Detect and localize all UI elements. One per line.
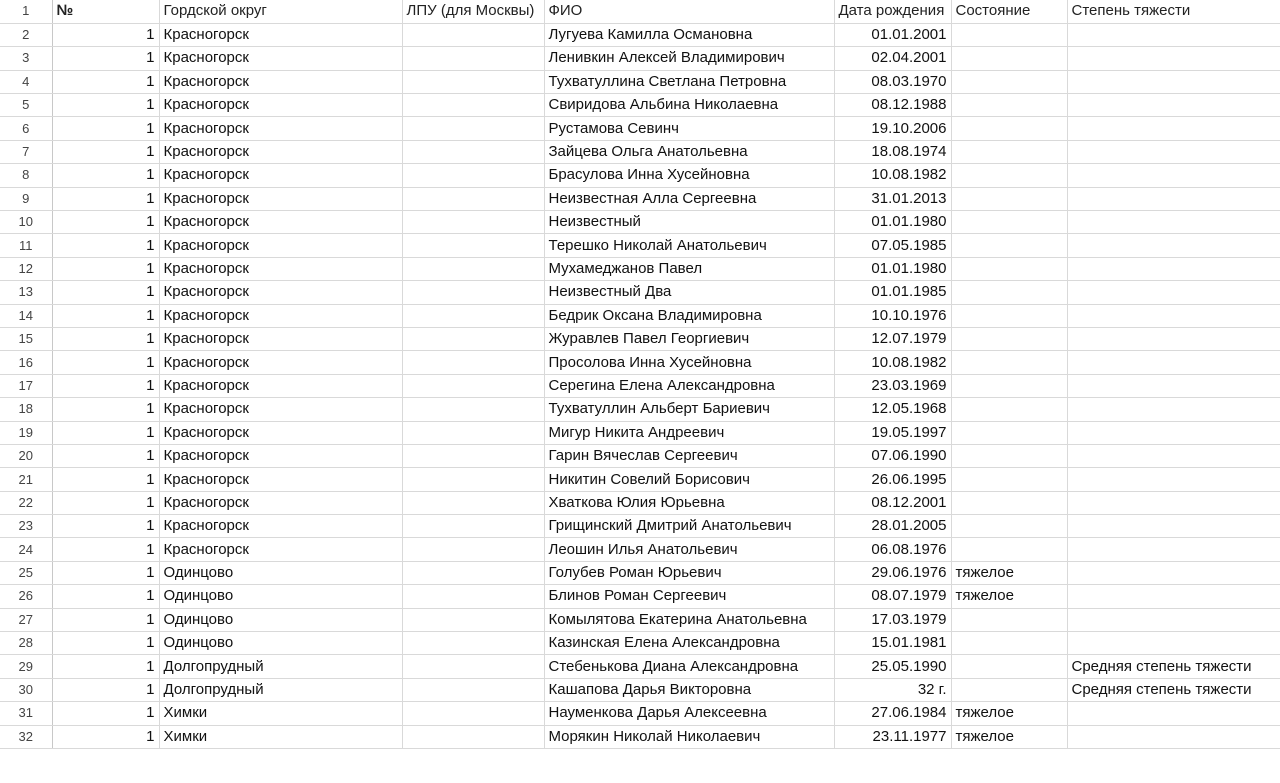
cell-birth-date[interactable]: 08.12.2001 bbox=[834, 491, 951, 514]
row-number[interactable]: 10 bbox=[0, 211, 52, 234]
cell-fio[interactable]: Свиридова Альбина Николаевна bbox=[544, 94, 834, 117]
cell-birth-date[interactable]: 08.12.1988 bbox=[834, 94, 951, 117]
cell-birth-date[interactable]: 06.08.1976 bbox=[834, 538, 951, 561]
cell-no[interactable]: 1 bbox=[52, 585, 159, 608]
table-row bbox=[0, 491, 1280, 514]
row-number[interactable]: 28 bbox=[0, 632, 52, 655]
cell-birth-date[interactable]: 23.11.1977 bbox=[834, 725, 951, 748]
cell-severity[interactable] bbox=[1067, 491, 1280, 514]
table-row bbox=[0, 327, 1280, 350]
cell-lpu[interactable] bbox=[402, 491, 544, 514]
cell-lpu[interactable] bbox=[402, 23, 544, 46]
cell-state[interactable] bbox=[951, 632, 1067, 655]
cell-state[interactable] bbox=[951, 304, 1067, 327]
table-row bbox=[0, 421, 1280, 444]
cell-state[interactable] bbox=[951, 94, 1067, 117]
cell-lpu[interactable] bbox=[402, 702, 544, 725]
table-row bbox=[0, 374, 1280, 397]
cell-fio[interactable]: Гарин Вячеслав Сергеевич bbox=[544, 444, 834, 467]
cell-severity[interactable] bbox=[1067, 187, 1280, 210]
cell-severity[interactable]: Средняя степень тяжести bbox=[1067, 678, 1280, 701]
row-number[interactable]: 2 bbox=[0, 23, 52, 46]
cell-severity[interactable] bbox=[1067, 468, 1280, 491]
cell-birth-date[interactable]: 10.10.1976 bbox=[834, 304, 951, 327]
cell-no[interactable]: 1 bbox=[52, 47, 159, 70]
cell-fio[interactable]: Тухватуллин Альберт Бариевич bbox=[544, 398, 834, 421]
table-row bbox=[0, 351, 1280, 374]
cell-district[interactable]: Красногорск bbox=[159, 374, 402, 397]
cell-no[interactable]: 1 bbox=[52, 327, 159, 350]
row-number[interactable]: 3 bbox=[0, 47, 52, 70]
table-row bbox=[0, 655, 1280, 678]
cell-lpu[interactable] bbox=[402, 608, 544, 631]
cell-district[interactable]: Химки bbox=[159, 725, 402, 748]
cell-birth-date[interactable]: 08.07.1979 bbox=[834, 585, 951, 608]
cell-no[interactable]: 1 bbox=[52, 164, 159, 187]
cell-district[interactable]: Красногорск bbox=[159, 47, 402, 70]
cell-no[interactable]: 1 bbox=[52, 257, 159, 280]
cell-fio[interactable]: Морякин Николай Николаевич bbox=[544, 725, 834, 748]
row-number[interactable]: 6 bbox=[0, 117, 52, 140]
cell-lpu[interactable] bbox=[402, 327, 544, 350]
cell-no[interactable]: 1 bbox=[52, 23, 159, 46]
header-cell-state[interactable]: Состояние bbox=[951, 0, 1067, 23]
cell-district[interactable]: Красногорск bbox=[159, 515, 402, 538]
cell-severity[interactable] bbox=[1067, 421, 1280, 444]
cell-district[interactable]: Красногорск bbox=[159, 211, 402, 234]
cell-severity[interactable] bbox=[1067, 585, 1280, 608]
cell-state[interactable] bbox=[951, 444, 1067, 467]
header-cell-fio[interactable]: ФИО bbox=[544, 0, 834, 23]
header-cell-severity[interactable]: Степень тяжести bbox=[1067, 0, 1280, 23]
cell-state[interactable] bbox=[951, 164, 1067, 187]
cell-birth-date[interactable]: 18.08.1974 bbox=[834, 140, 951, 163]
cell-no[interactable]: 1 bbox=[52, 281, 159, 304]
cell-district[interactable]: Красногорск bbox=[159, 281, 402, 304]
cell-no[interactable]: 1 bbox=[52, 655, 159, 678]
cell-no[interactable]: 1 bbox=[52, 468, 159, 491]
cell-severity[interactable] bbox=[1067, 608, 1280, 631]
cell-fio[interactable]: Терешко Николай Анатольевич bbox=[544, 234, 834, 257]
cell-district[interactable]: Красногорск bbox=[159, 70, 402, 93]
cell-state[interactable] bbox=[951, 281, 1067, 304]
table-row bbox=[0, 608, 1280, 631]
cell-lpu[interactable] bbox=[402, 117, 544, 140]
table-row bbox=[0, 444, 1280, 467]
table-row bbox=[0, 281, 1280, 304]
table-row bbox=[0, 23, 1280, 46]
cell-no[interactable]: 1 bbox=[52, 211, 159, 234]
cell-fio[interactable]: Грищинский Дмитрий Анатольевич bbox=[544, 515, 834, 538]
cell-lpu[interactable] bbox=[402, 374, 544, 397]
cell-lpu[interactable] bbox=[402, 632, 544, 655]
table-row bbox=[0, 187, 1280, 210]
cell-fio[interactable]: Мухамеджанов Павел bbox=[544, 257, 834, 280]
cell-district[interactable]: Красногорск bbox=[159, 398, 402, 421]
cell-state[interactable] bbox=[951, 234, 1067, 257]
cell-fio[interactable]: Комылятова Екатерина Анатольевна bbox=[544, 608, 834, 631]
cell-lpu[interactable] bbox=[402, 655, 544, 678]
cell-district[interactable]: Одинцово bbox=[159, 608, 402, 631]
row-number[interactable]: 30 bbox=[0, 678, 52, 701]
cell-no[interactable]: 1 bbox=[52, 678, 159, 701]
cell-lpu[interactable] bbox=[402, 211, 544, 234]
cell-fio[interactable]: Голубев Роман Юрьевич bbox=[544, 561, 834, 584]
table-row bbox=[0, 702, 1280, 725]
cell-district[interactable]: Одинцово bbox=[159, 632, 402, 655]
cell-birth-date[interactable]: 25.05.1990 bbox=[834, 655, 951, 678]
cell-fio[interactable]: Неизвестная Алла Сергеевна bbox=[544, 187, 834, 210]
cell-birth-date[interactable]: 27.06.1984 bbox=[834, 702, 951, 725]
cell-lpu[interactable] bbox=[402, 187, 544, 210]
row-number[interactable]: 26 bbox=[0, 585, 52, 608]
table-row bbox=[0, 725, 1280, 748]
row-number[interactable]: 11 bbox=[0, 234, 52, 257]
table-row bbox=[0, 468, 1280, 491]
cell-birth-date[interactable]: 32 г. bbox=[834, 678, 951, 701]
cell-fio[interactable]: Ленивкин Алексей Владимирович bbox=[544, 47, 834, 70]
row-number[interactable]: 13 bbox=[0, 281, 52, 304]
cell-lpu[interactable] bbox=[402, 140, 544, 163]
cell-lpu[interactable] bbox=[402, 281, 544, 304]
cell-district[interactable]: Красногорск bbox=[159, 491, 402, 514]
cell-lpu[interactable] bbox=[402, 164, 544, 187]
cell-birth-date[interactable]: 08.03.1970 bbox=[834, 70, 951, 93]
cell-severity[interactable] bbox=[1067, 538, 1280, 561]
cell-fio[interactable]: Брасулова Инна Хусейновна bbox=[544, 164, 834, 187]
cell-severity[interactable] bbox=[1067, 47, 1280, 70]
row-number[interactable]: 17 bbox=[0, 374, 52, 397]
row-number[interactable]: 19 bbox=[0, 421, 52, 444]
cell-lpu[interactable] bbox=[402, 444, 544, 467]
table-row bbox=[0, 234, 1280, 257]
cell-district[interactable]: Одинцово bbox=[159, 561, 402, 584]
cell-no[interactable]: 1 bbox=[52, 117, 159, 140]
cell-state[interactable] bbox=[951, 468, 1067, 491]
cell-state[interactable] bbox=[951, 70, 1067, 93]
cell-no[interactable]: 1 bbox=[52, 94, 159, 117]
row-number[interactable]: 16 bbox=[0, 351, 52, 374]
row-number[interactable]: 21 bbox=[0, 468, 52, 491]
row-number[interactable]: 12 bbox=[0, 257, 52, 280]
cell-district[interactable]: Красногорск bbox=[159, 23, 402, 46]
header-row bbox=[0, 0, 1280, 23]
cell-severity[interactable] bbox=[1067, 70, 1280, 93]
row-number[interactable]: 14 bbox=[0, 304, 52, 327]
cell-state[interactable] bbox=[951, 491, 1067, 514]
cell-birth-date[interactable]: 26.06.1995 bbox=[834, 468, 951, 491]
cell-state[interactable] bbox=[951, 140, 1067, 163]
cell-fio[interactable]: Бедрик Оксана Владимировна bbox=[544, 304, 834, 327]
row-number[interactable]: 1 bbox=[0, 0, 52, 23]
table-row bbox=[0, 140, 1280, 163]
cell-state[interactable] bbox=[951, 23, 1067, 46]
cell-district[interactable]: Красногорск bbox=[159, 304, 402, 327]
cell-state[interactable] bbox=[951, 187, 1067, 210]
cell-birth-date[interactable]: 23.03.1969 bbox=[834, 374, 951, 397]
cell-fio[interactable]: Лугуева Камилла Османовна bbox=[544, 23, 834, 46]
cell-fio[interactable]: Неизвестный bbox=[544, 211, 834, 234]
cell-state[interactable] bbox=[951, 374, 1067, 397]
row-number[interactable]: 7 bbox=[0, 140, 52, 163]
cell-birth-date[interactable]: 07.06.1990 bbox=[834, 444, 951, 467]
cell-no[interactable]: 1 bbox=[52, 444, 159, 467]
cell-district[interactable]: Красногорск bbox=[159, 117, 402, 140]
cell-district[interactable]: Красногорск bbox=[159, 234, 402, 257]
cell-district[interactable]: Красногорск bbox=[159, 538, 402, 561]
cell-district[interactable]: Красногорск bbox=[159, 327, 402, 350]
cell-state[interactable]: тяжелое bbox=[951, 725, 1067, 748]
table-row bbox=[0, 538, 1280, 561]
cell-no[interactable]: 1 bbox=[52, 491, 159, 514]
cell-no[interactable]: 1 bbox=[52, 140, 159, 163]
row-number[interactable]: 27 bbox=[0, 608, 52, 631]
cell-severity[interactable] bbox=[1067, 374, 1280, 397]
cell-state[interactable] bbox=[951, 351, 1067, 374]
cell-severity[interactable] bbox=[1067, 257, 1280, 280]
cell-birth-date[interactable]: 10.08.1982 bbox=[834, 164, 951, 187]
cell-no[interactable]: 1 bbox=[52, 374, 159, 397]
cell-severity[interactable] bbox=[1067, 211, 1280, 234]
cell-severity[interactable] bbox=[1067, 702, 1280, 725]
cell-birth-date[interactable]: 07.05.1985 bbox=[834, 234, 951, 257]
cell-fio[interactable]: Никитин Совелий Борисович bbox=[544, 468, 834, 491]
header-cell-no[interactable]: № bbox=[52, 0, 159, 23]
cell-state[interactable] bbox=[951, 608, 1067, 631]
cell-state[interactable] bbox=[951, 421, 1067, 444]
table-row bbox=[0, 632, 1280, 655]
cell-fio[interactable]: Неизвестный Два bbox=[544, 281, 834, 304]
cell-lpu[interactable] bbox=[402, 421, 544, 444]
row-number[interactable]: 9 bbox=[0, 187, 52, 210]
cell-no[interactable]: 1 bbox=[52, 351, 159, 374]
cell-lpu[interactable] bbox=[402, 468, 544, 491]
cell-fio[interactable]: Рустамова Севинч bbox=[544, 117, 834, 140]
table-row bbox=[0, 70, 1280, 93]
cell-lpu[interactable] bbox=[402, 585, 544, 608]
cell-fio[interactable]: Науменкова Дарья Алексеевна bbox=[544, 702, 834, 725]
cell-district[interactable]: Долгопрудный bbox=[159, 655, 402, 678]
cell-severity[interactable] bbox=[1067, 234, 1280, 257]
cell-birth-date[interactable]: 31.01.2013 bbox=[834, 187, 951, 210]
header-cell-district[interactable]: Гордской округ bbox=[159, 0, 402, 23]
cell-no[interactable]: 1 bbox=[52, 70, 159, 93]
cell-severity[interactable] bbox=[1067, 23, 1280, 46]
cell-severity[interactable] bbox=[1067, 444, 1280, 467]
cell-no[interactable]: 1 bbox=[52, 538, 159, 561]
table-row bbox=[0, 257, 1280, 280]
cell-district[interactable]: Красногорск bbox=[159, 140, 402, 163]
row-number[interactable]: 18 bbox=[0, 398, 52, 421]
row-number[interactable]: 29 bbox=[0, 655, 52, 678]
table-row bbox=[0, 304, 1280, 327]
cell-severity[interactable] bbox=[1067, 117, 1280, 140]
row-number[interactable]: 22 bbox=[0, 491, 52, 514]
cell-severity[interactable] bbox=[1067, 398, 1280, 421]
cell-fio[interactable]: Стебенькова Диана Александровна bbox=[544, 655, 834, 678]
cell-no[interactable]: 1 bbox=[52, 725, 159, 748]
row-number[interactable]: 4 bbox=[0, 70, 52, 93]
cell-fio[interactable]: Казинская Елена Александровна bbox=[544, 632, 834, 655]
cell-fio[interactable]: Блинов Роман Сергеевич bbox=[544, 585, 834, 608]
table-row bbox=[0, 678, 1280, 701]
cell-district[interactable]: Красногорск bbox=[159, 444, 402, 467]
cell-no[interactable]: 1 bbox=[52, 561, 159, 584]
cell-lpu[interactable] bbox=[402, 94, 544, 117]
cell-state[interactable] bbox=[951, 655, 1067, 678]
cell-no[interactable]: 1 bbox=[52, 421, 159, 444]
cell-state[interactable]: тяжелое bbox=[951, 702, 1067, 725]
cell-severity[interactable] bbox=[1067, 164, 1280, 187]
cell-no[interactable]: 1 bbox=[52, 304, 159, 327]
cell-state[interactable] bbox=[951, 47, 1067, 70]
table-row bbox=[0, 164, 1280, 187]
cell-state[interactable] bbox=[951, 257, 1067, 280]
cell-state[interactable] bbox=[951, 538, 1067, 561]
cell-state[interactable] bbox=[951, 398, 1067, 421]
row-number[interactable]: 25 bbox=[0, 561, 52, 584]
table-row bbox=[0, 398, 1280, 421]
table-row bbox=[0, 47, 1280, 70]
row-number[interactable]: 23 bbox=[0, 515, 52, 538]
cell-fio[interactable]: Зайцева Ольга Анатольевна bbox=[544, 140, 834, 163]
cell-district[interactable]: Одинцово bbox=[159, 585, 402, 608]
cell-no[interactable]: 1 bbox=[52, 632, 159, 655]
cell-lpu[interactable] bbox=[402, 538, 544, 561]
cell-state[interactable]: тяжелое bbox=[951, 561, 1067, 584]
cell-birth-date[interactable]: 12.05.1968 bbox=[834, 398, 951, 421]
cell-no[interactable]: 1 bbox=[52, 398, 159, 421]
row-number[interactable]: 24 bbox=[0, 538, 52, 561]
cell-lpu[interactable] bbox=[402, 515, 544, 538]
cell-no[interactable]: 1 bbox=[52, 234, 159, 257]
cell-district[interactable]: Красногорск bbox=[159, 164, 402, 187]
cell-fio[interactable]: Хваткова Юлия Юрьевна bbox=[544, 491, 834, 514]
cell-no[interactable]: 1 bbox=[52, 515, 159, 538]
cell-severity[interactable] bbox=[1067, 351, 1280, 374]
cell-birth-date[interactable]: 01.01.1980 bbox=[834, 257, 951, 280]
row-number[interactable]: 32 bbox=[0, 725, 52, 748]
cell-district[interactable]: Химки bbox=[159, 702, 402, 725]
cell-lpu[interactable] bbox=[402, 725, 544, 748]
cell-severity[interactable] bbox=[1067, 281, 1280, 304]
header-cell-lpu[interactable]: ЛПУ (для Москвы) bbox=[402, 0, 544, 23]
cell-state[interactable] bbox=[951, 515, 1067, 538]
cell-birth-date[interactable]: 01.01.1985 bbox=[834, 281, 951, 304]
cell-district[interactable]: Долгопрудный bbox=[159, 678, 402, 701]
cell-district[interactable]: Красногорск bbox=[159, 94, 402, 117]
table-row bbox=[0, 94, 1280, 117]
cell-no[interactable]: 1 bbox=[52, 608, 159, 631]
table-row bbox=[0, 585, 1280, 608]
cell-severity[interactable] bbox=[1067, 327, 1280, 350]
cell-district[interactable]: Красногорск bbox=[159, 421, 402, 444]
cell-fio[interactable]: Леошин Илья Анатольевич bbox=[544, 538, 834, 561]
cell-no[interactable]: 1 bbox=[52, 702, 159, 725]
cell-birth-date[interactable]: 10.08.1982 bbox=[834, 351, 951, 374]
cell-birth-date[interactable]: 01.01.1980 bbox=[834, 211, 951, 234]
cell-lpu[interactable] bbox=[402, 351, 544, 374]
table-row bbox=[0, 561, 1280, 584]
cell-district[interactable]: Красногорск bbox=[159, 187, 402, 210]
cell-no[interactable]: 1 bbox=[52, 187, 159, 210]
table-row bbox=[0, 211, 1280, 234]
cell-fio[interactable]: Кашапова Дарья Викторовна bbox=[544, 678, 834, 701]
row-number[interactable]: 15 bbox=[0, 327, 52, 350]
cell-birth-date[interactable]: 29.06.1976 bbox=[834, 561, 951, 584]
cell-lpu[interactable] bbox=[402, 561, 544, 584]
cell-birth-date[interactable]: 19.10.2006 bbox=[834, 117, 951, 140]
cell-severity[interactable] bbox=[1067, 561, 1280, 584]
cell-lpu[interactable] bbox=[402, 257, 544, 280]
cell-birth-date[interactable]: 02.04.2001 bbox=[834, 47, 951, 70]
row-number[interactable]: 5 bbox=[0, 94, 52, 117]
table-row bbox=[0, 117, 1280, 140]
cell-fio[interactable]: Тухватуллина Светлана Петровна bbox=[544, 70, 834, 93]
cell-severity[interactable] bbox=[1067, 94, 1280, 117]
cell-district[interactable]: Красногорск bbox=[159, 351, 402, 374]
cell-severity[interactable] bbox=[1067, 725, 1280, 748]
cell-district[interactable]: Красногорск bbox=[159, 257, 402, 280]
cell-state[interactable] bbox=[951, 211, 1067, 234]
header-cell-birth-date[interactable]: Дата рождения bbox=[834, 0, 951, 23]
cell-lpu[interactable] bbox=[402, 304, 544, 327]
cell-state[interactable] bbox=[951, 678, 1067, 701]
cell-birth-date[interactable]: 19.05.1997 bbox=[834, 421, 951, 444]
row-number[interactable]: 8 bbox=[0, 164, 52, 187]
table-row bbox=[0, 515, 1280, 538]
cell-birth-date[interactable]: 12.07.1979 bbox=[834, 327, 951, 350]
cell-lpu[interactable] bbox=[402, 234, 544, 257]
cell-severity[interactable] bbox=[1067, 304, 1280, 327]
cell-severity[interactable] bbox=[1067, 515, 1280, 538]
cell-severity[interactable] bbox=[1067, 632, 1280, 655]
row-number[interactable]: 20 bbox=[0, 444, 52, 467]
cell-lpu[interactable] bbox=[402, 70, 544, 93]
cell-lpu[interactable] bbox=[402, 47, 544, 70]
cell-birth-date[interactable]: 28.01.2005 bbox=[834, 515, 951, 538]
cell-fio[interactable]: Мигур Никита Андреевич bbox=[544, 421, 834, 444]
cell-lpu[interactable] bbox=[402, 678, 544, 701]
cell-lpu[interactable] bbox=[402, 398, 544, 421]
cell-severity[interactable] bbox=[1067, 140, 1280, 163]
cell-fio[interactable]: Серегина Елена Александровна bbox=[544, 374, 834, 397]
cell-birth-date[interactable]: 15.01.1981 bbox=[834, 632, 951, 655]
row-number[interactable]: 31 bbox=[0, 702, 52, 725]
cell-district[interactable]: Красногорск bbox=[159, 468, 402, 491]
cell-state[interactable] bbox=[951, 117, 1067, 140]
cell-birth-date[interactable]: 01.01.2001 bbox=[834, 23, 951, 46]
cell-state[interactable]: тяжелое bbox=[951, 585, 1067, 608]
cell-severity[interactable]: Средняя степень тяжести bbox=[1067, 655, 1280, 678]
cell-fio[interactable]: Просолова Инна Хусейновна bbox=[544, 351, 834, 374]
cell-birth-date[interactable]: 17.03.1979 bbox=[834, 608, 951, 631]
cell-fio[interactable]: Журавлев Павел Георгиевич bbox=[544, 327, 834, 350]
cell-state[interactable] bbox=[951, 327, 1067, 350]
